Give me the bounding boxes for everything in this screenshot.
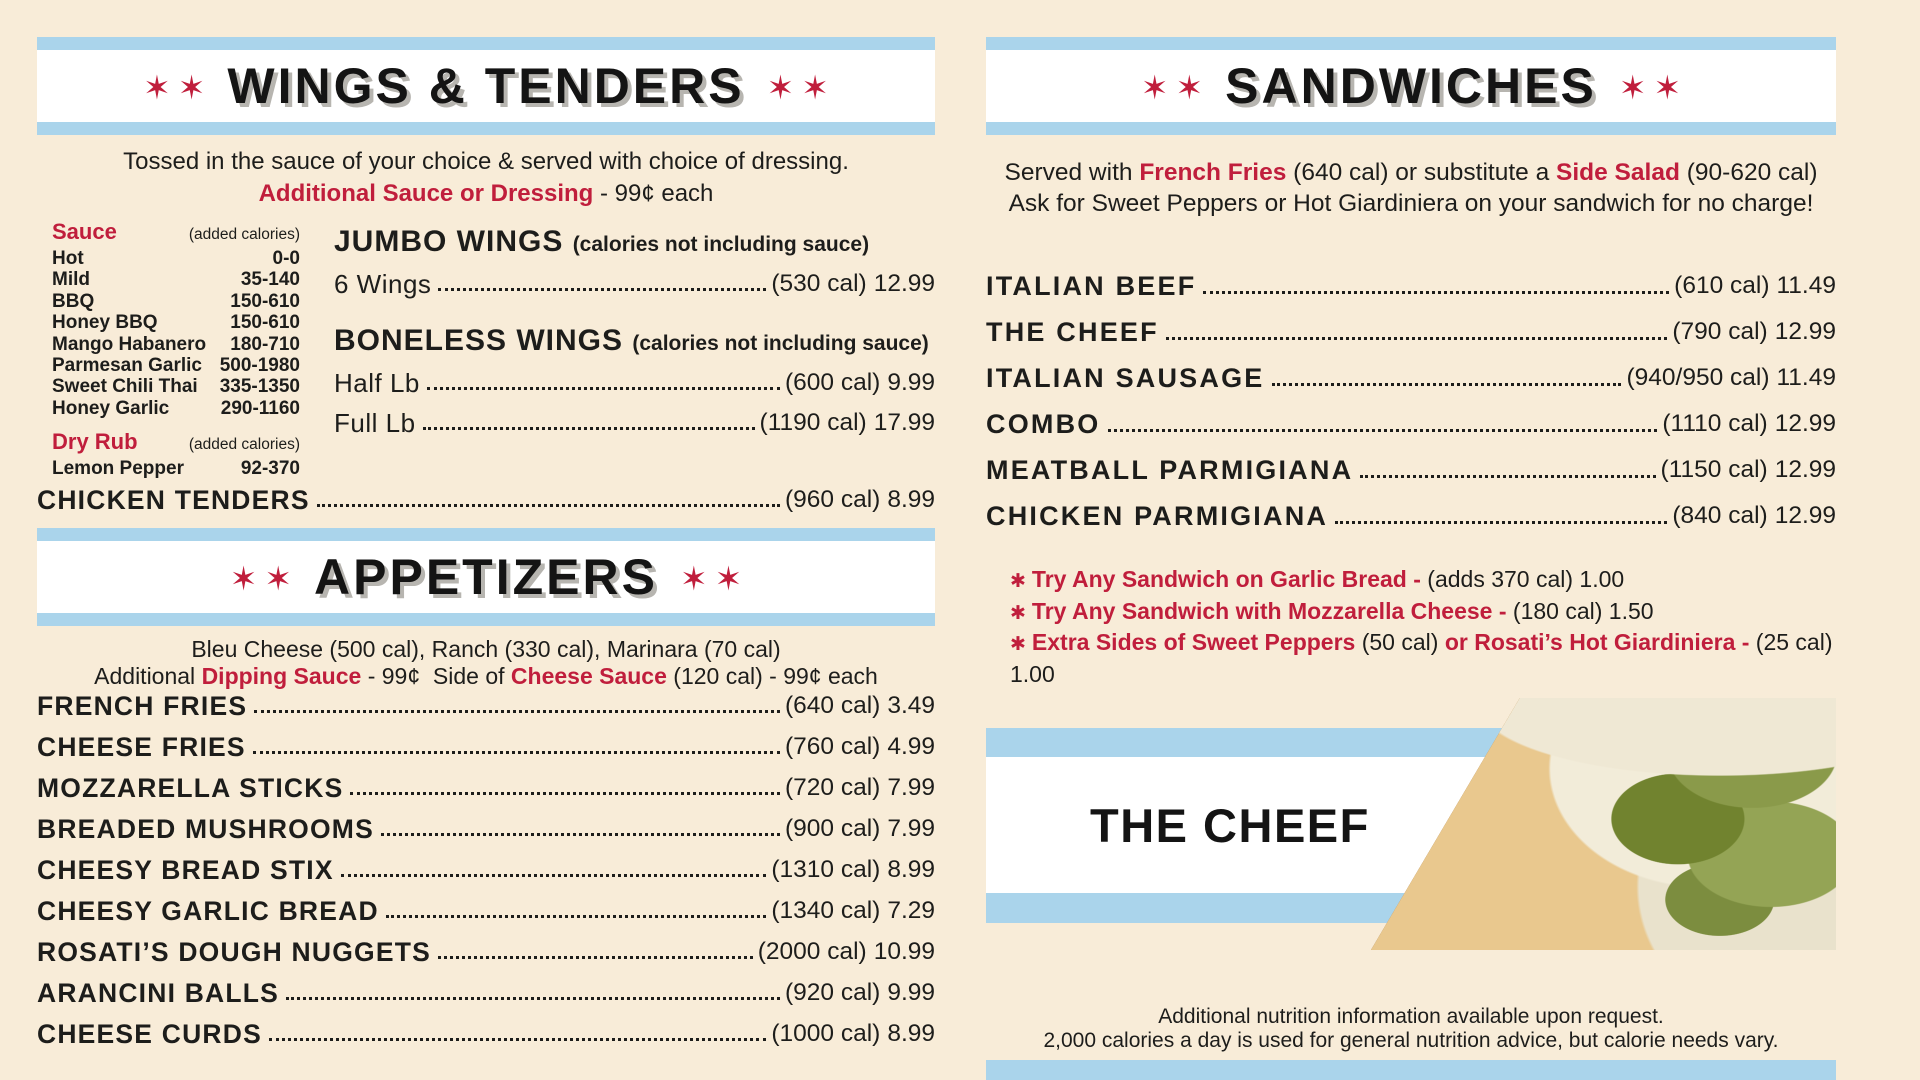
dotted-leader [438,288,766,291]
additional-text: (120 cal) - 99¢ each [666,662,878,689]
wings-body [37,219,935,480]
dotted-leader [1203,291,1669,294]
sauce-header-note: (added calories) [188,226,300,243]
item-price: 10.99 [873,937,935,965]
dotted-leader [1335,521,1667,524]
wings-pricing [300,219,935,480]
dotted-leader [1108,429,1658,432]
sauce-name: Honey BBQ [52,312,158,334]
sauce-row [52,376,300,397]
sauce-list [37,219,300,480]
dotted-leader [286,997,780,1000]
six-pointed-star-icon: ✶ [1618,69,1647,106]
item-calories: (900 cal) [784,814,881,842]
note-black-text: (25 cal) 1.00 [1010,629,1833,687]
jumbo-wings-heading [334,225,935,262]
item-calories: (1190 cal) [759,409,867,436]
star-pair [230,559,292,595]
note-black-text: (adds 370 cal) 1.00 [1427,566,1625,592]
item-calories: (1150 cal) [1660,456,1768,483]
sauce-calories: 500-1980 [219,355,300,377]
additional-sauce-line [37,179,935,209]
item-calories: (720 cal) [784,773,881,801]
item-price: 12.99 [1774,410,1836,437]
six-pointed-star-icon: ✶ [1175,69,1204,106]
item-name: ROSATI’S DOUGH NUGGETS [37,936,431,967]
item-calories: (610 cal) [1674,272,1770,299]
dry-rub-name: Lemon Pepper [52,458,184,480]
item-name: Full Lb [334,408,416,438]
wings-tenders-title: WINGS & TENDERS [227,58,745,114]
dry-rub-row [52,458,300,479]
feature-label: THE CHEEF [1090,798,1370,852]
menu-item-row [37,979,935,1007]
item-name: CHEESY BREAD STIX [37,854,334,885]
sauce-calories: 150-610 [230,312,300,334]
item-name: FRENCH FRIES [37,690,248,721]
star-pair [1619,68,1681,104]
item-name: CHICKEN PARMIGIANA [986,501,1329,531]
dipping-sauce-label: Dipping Sauce [201,662,362,689]
item-price: 7.99 [887,814,935,842]
dry-rub-label: Dry Rub [52,429,138,455]
asterisk-icon: ✱ [1010,571,1026,592]
item-calories: (790 cal) [1672,318,1768,345]
sandwiches-title: SANDWICHES [1225,58,1597,114]
dotted-leader [1166,337,1668,340]
menu-item-row [986,501,1836,531]
note-garlic-bread [1010,565,1836,597]
jumbo-wings-note: (calories not including sauce) [572,233,870,256]
side-salad-label: Side Salad [1556,159,1680,186]
menu-item-row [37,938,935,966]
sandwiches-banner [986,37,1836,135]
menu-item-row [37,692,935,720]
note-black-text: (50 cal) [1355,629,1445,655]
note-red-text: Try Any Sandwich on Garlic Bread - [1031,566,1428,592]
additional-text: - 99¢ Side of [361,662,511,689]
item-name: ITALIAN SAUSAGE [986,363,1265,393]
six-pointed-star-icon: ✶ [679,559,708,597]
dotted-leader [381,833,780,836]
menu-item-row [986,409,1836,439]
item-calories: (1000 cal) [771,1019,881,1047]
item-name: BREADED MUSHROOMS [37,813,374,844]
note-red-text: Extra Sides of Sweet Peppers [1031,629,1356,655]
sauce-row [52,334,300,355]
dry-rub-calories: 92-370 [240,458,300,480]
boneless-wings-heading [334,324,935,361]
sauce-list-header [52,219,300,248]
menu-item-row [37,856,935,884]
menu-item-row [334,270,935,298]
sauce-name: Hot [52,248,84,269]
dotted-leader [269,1038,766,1041]
additional-sauce-label: Additional Sauce or Dressing [258,180,594,207]
star-pair [767,68,829,104]
additional-text: Additional [94,662,202,689]
item-name: MEATBALL PARMIGIANA [986,455,1354,485]
item-price: 12.99 [873,270,935,297]
chicken-tenders-row [37,486,935,514]
item-calories: (530 cal) [771,270,867,297]
dotted-leader [341,874,767,877]
menu-item-row [37,815,935,843]
intro-text: Served with [1004,159,1140,186]
nutrition-footnotes [986,1005,1836,1053]
sauce-calories: 150-610 [230,290,300,312]
dotted-leader [438,956,753,959]
item-calories: (920 cal) [784,978,881,1006]
item-price: 4.99 [887,732,935,760]
item-price: 3.49 [887,691,935,719]
menu-item-row [334,369,935,397]
item-price: 9.99 [887,978,935,1006]
sauce-row [52,269,300,290]
footer-note: 2,000 calories a day is used for general nutrition advice, but calorie needs vary. [1043,1029,1779,1052]
cheese-sauce-label: Cheese Sauce [510,662,667,689]
menu-item-row [37,774,935,802]
sauce-name: Mild [52,269,90,291]
additional-dipping-line [37,663,935,690]
star-pair [680,559,742,595]
six-pointed-star-icon: ✶ [801,69,829,106]
star-pair [143,68,205,104]
item-name: ITALIAN BEEF [986,271,1197,301]
six-pointed-star-icon: ✶ [766,69,795,106]
menu-item-row [986,317,1836,347]
sauce-name: Parmesan Garlic [52,355,202,377]
item-name: COMBO [986,409,1101,439]
intro-text: (90-620 cal) [1679,159,1818,186]
additional-sauce-price: - 99¢ each [593,180,714,207]
note-mozzarella [1010,597,1836,629]
menu-item-row [37,1020,935,1048]
asterisk-icon: ✱ [1010,634,1026,655]
sauce-name: BBQ [52,290,95,312]
sauce-row [52,355,300,376]
appetizers-banner [37,528,935,626]
six-pointed-star-icon: ✶ [177,69,206,106]
sauce-row [52,398,300,419]
six-pointed-star-icon: ✶ [264,559,293,597]
item-name: 6 Wings [334,269,432,299]
note-red-text: Try Any Sandwich with Mozzarella Cheese - [1031,597,1513,624]
item-name: THE CHEEF [986,317,1159,347]
item-price: 7.99 [887,773,935,801]
intro-text: (640 cal) or substitute a [1286,159,1557,186]
item-calories: (2000 cal) [757,937,867,965]
sauce-calories: 35-140 [240,269,300,291]
dipping-sauces-line: Bleu Cheese (500 cal), Ranch (330 cal), Marinara (70 cal) [191,635,781,662]
item-calories: (1110 cal) [1662,410,1768,437]
sauce-header-label: Sauce [52,219,117,244]
item-calories: (760 cal) [784,732,881,760]
item-price: 17.99 [873,409,935,436]
item-name: CHEESE FRIES [37,731,246,762]
dry-rub-note: (added calories) [188,436,300,454]
menu-item-row [986,271,1836,301]
appetizers-title: APPETIZERS [314,548,658,605]
item-calories: (960 cal) [784,485,881,513]
menu-item-row [334,409,935,437]
six-pointed-star-icon: ✶ [1653,69,1682,106]
item-price: 8.99 [887,485,935,513]
french-fries-label: French Fries [1139,159,1287,186]
item-price: 12.99 [1774,502,1836,529]
sauce-calories: 0-0 [272,248,300,269]
sauce-calories: 290-1160 [220,397,300,419]
dry-rub-header [52,429,300,458]
item-name: MOZZARELLA STICKS [37,772,344,803]
item-price: 11.49 [1776,272,1836,299]
appetizers-list [37,692,935,1048]
star-pair [1141,68,1203,104]
boneless-wings-note: (calories not including sauce) [632,332,929,355]
dotted-leader [427,387,780,390]
item-price: 8.99 [887,1019,935,1047]
six-pointed-star-icon: ✶ [1140,69,1169,106]
jumbo-wings-title: JUMBO WINGS [334,225,564,258]
item-name: ARANCINI BALLS [37,977,280,1008]
item-calories: (840 cal) [1672,502,1768,529]
sauce-calories: 335-1350 [219,376,300,398]
menu-item-row [37,897,935,925]
item-calories: (600 cal) [784,369,881,396]
sauce-name: Sweet Chili Thai [52,376,198,398]
item-name: CHEESY GARLIC BREAD [37,895,379,926]
item-price: 12.99 [1774,456,1836,483]
item-price: 8.99 [887,855,935,883]
note-black-text: (180 cal) 1.50 [1512,597,1654,624]
sauce-row [52,291,300,312]
item-price: 9.99 [887,369,935,396]
six-pointed-star-icon: ✶ [714,559,743,597]
dotted-leader [386,915,767,918]
sandwich-notes [986,565,1836,688]
dotted-leader [1272,383,1622,386]
item-calories: (1340 cal) [771,896,881,924]
item-calories: (1310 cal) [771,855,881,883]
sauce-row [52,248,300,269]
dotted-leader [1360,475,1655,478]
sauce-name: Mango Habanero [52,333,207,355]
sauce-row [52,312,300,333]
footer-note: Additional nutrition information available upon request. [1158,1005,1664,1028]
bottom-blue-stripe [986,1060,1836,1080]
dotted-leader [253,751,780,754]
feature-callout [986,698,1836,950]
item-calories: (940/950 cal) [1626,364,1770,391]
boneless-wings-title: BONELESS WINGS [334,324,624,357]
item-price: 11.49 [1776,364,1836,391]
item-name: CHEESE CURDS [37,1018,262,1049]
menu-item-row [986,363,1836,393]
sauce-calories: 180-710 [230,333,300,355]
sandwiches-intro-line1 [986,157,1836,188]
asterisk-icon: ✱ [1010,602,1026,624]
dotted-leader [350,792,780,795]
item-calories: (640 cal) [784,691,881,719]
menu-item-row [37,733,935,761]
note-red-text: or Rosati’s Hot Giardiniera - [1444,629,1756,655]
six-pointed-star-icon: ✶ [229,559,258,597]
item-price: 7.29 [887,896,935,924]
sandwiches-list [986,271,1836,531]
item-name: CHICKEN TENDERS [37,484,310,515]
wings-subtitle: Tossed in the sauce of your choice & served with choice of dressing. [123,148,849,175]
sandwiches-column [986,37,1836,1080]
wings-appetizers-column [37,37,935,1061]
dotted-leader [254,710,780,713]
menu-item-row [986,455,1836,485]
item-price: 12.99 [1774,318,1836,345]
dotted-leader [423,427,755,430]
sauce-name: Honey Garlic [52,397,170,419]
note-extra-sides [1010,628,1836,688]
six-pointed-star-icon: ✶ [143,69,171,106]
dotted-leader [317,504,780,507]
wings-tenders-banner [37,37,935,135]
sandwiches-intro-line2: Ask for Sweet Peppers or Hot Giardiniera on your sandwich for no charge! [1008,190,1814,217]
item-name: Half Lb [334,368,420,398]
